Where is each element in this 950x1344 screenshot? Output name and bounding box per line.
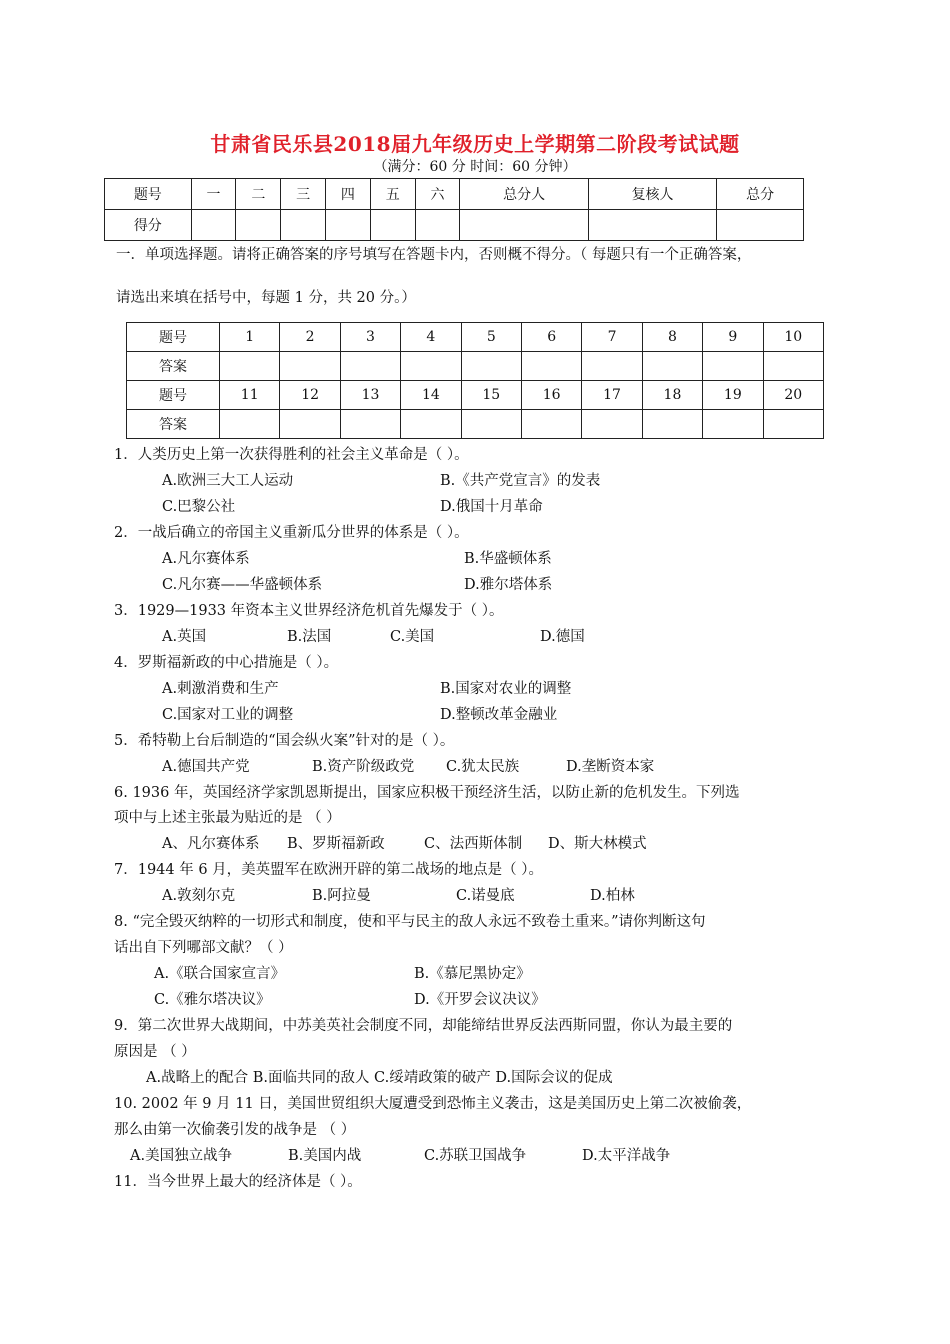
answer-cell bbox=[703, 410, 763, 439]
question-number-cell: 7 bbox=[582, 323, 642, 352]
answer-option: A.英国 bbox=[162, 629, 207, 645]
score-cell bbox=[415, 210, 460, 241]
answer-option: A.欧洲三大工人运动 bbox=[162, 473, 294, 489]
answer-option: C.凡尔赛——华盛顿体系 bbox=[162, 577, 323, 593]
page-title: 甘肃省民乐县2018届九年级历史上学期第二阶段考试试题 bbox=[210, 132, 740, 156]
answer-cell bbox=[220, 410, 280, 439]
answer-table bbox=[126, 322, 824, 439]
score-cell bbox=[717, 210, 804, 241]
question-stem: 那么由第一次偷袭引发的战争是 （ ） bbox=[114, 1122, 356, 1138]
question-stem: 9．第二次世界大战期间，中苏美英社会制度不同，却能缔结世界反法西斯同盟，你认为最主要的 bbox=[114, 1018, 733, 1034]
answer-option: B.法国 bbox=[287, 629, 332, 645]
answer-option: A.凡尔赛体系 bbox=[162, 551, 250, 567]
answer-option: D.《开罗会议决议》 bbox=[414, 992, 546, 1008]
answer-option: A.《联合国家宣言》 bbox=[154, 966, 286, 982]
answer-option: B.《共产党宣言》的发表 bbox=[440, 473, 601, 489]
question-stem: 原因是 （ ） bbox=[114, 1044, 196, 1060]
question-number-cell: 1 bbox=[220, 323, 280, 352]
answer-cell bbox=[280, 410, 340, 439]
answer-option: D.雅尔塔体系 bbox=[464, 577, 553, 593]
answer-option: B.华盛顿体系 bbox=[464, 551, 552, 567]
question-number-cell: 16 bbox=[521, 381, 581, 410]
question-stem: 7．1944 年 6 月，美英盟军在欧洲开辟的第二战场的地点是（ ）。 bbox=[114, 862, 544, 878]
answer-cell bbox=[461, 352, 521, 381]
answer-option: C.《雅尔塔决议》 bbox=[154, 992, 271, 1008]
answer-option: A.美国独立战争 bbox=[130, 1148, 233, 1164]
answer-option: B.《慕尼黑协定》 bbox=[414, 966, 531, 982]
section-instruction: 一．单项选择题。请将正确答案的序号填写在答题卡内，否则概不得分。（ 每题只有一个正确答案， bbox=[116, 247, 752, 263]
question-number-cell: 9 bbox=[703, 323, 763, 352]
question-stem: 2．一战后确立的帝国主义重新瓜分世界的体系是（ ）。 bbox=[114, 525, 469, 541]
answer-option: B.国家对农业的调整 bbox=[440, 681, 572, 697]
exam-info: （满分：60 分 时间：60 分钟） bbox=[373, 159, 577, 175]
score-cell bbox=[326, 210, 371, 241]
answer-cell bbox=[401, 410, 461, 439]
answer-option: A.刺激消费和生产 bbox=[162, 681, 279, 697]
answer-row-label: 题号 bbox=[127, 323, 220, 352]
question-number-cell: 18 bbox=[642, 381, 702, 410]
answer-cell bbox=[340, 410, 400, 439]
answer-blank-row bbox=[127, 410, 824, 439]
answer-blank-row bbox=[127, 352, 824, 381]
question-stem: 5．希特勒上台后制造的“国会纵火案”针对的是（ ）。 bbox=[114, 733, 455, 749]
score-cell bbox=[588, 210, 716, 241]
score-header-cell: 题号 bbox=[105, 179, 192, 210]
question-stem: 6. 1936 年，英国经济学家凯恩斯提出，国家应积极干预经济生活，以防止新的危机发生。下列选 bbox=[114, 785, 740, 801]
section-instruction: 请选出来填在括号中，每题 1 分，共 20 分。） bbox=[116, 290, 416, 306]
question-number-cell: 20 bbox=[763, 381, 823, 410]
answer-number-row bbox=[127, 381, 824, 410]
score-header-cell: 四 bbox=[326, 179, 371, 210]
question-number-cell: 12 bbox=[280, 381, 340, 410]
answer-option: C.国家对工业的调整 bbox=[162, 707, 294, 723]
answer-cell bbox=[401, 352, 461, 381]
question-stem: 8. “完全毁灭纳粹的一切形式和制度，使和平与民主的敌人永远不致卷土重来。”请你判断这句 bbox=[114, 914, 706, 930]
answer-option: A.德国共产党 bbox=[162, 759, 250, 775]
question-number-cell: 11 bbox=[220, 381, 280, 410]
answer-option: C.巴黎公社 bbox=[162, 499, 236, 515]
answer-row-label: 答案 bbox=[127, 352, 220, 381]
answer-cell bbox=[461, 410, 521, 439]
answer-cell bbox=[220, 352, 280, 381]
answer-option: B、罗斯福新政 bbox=[287, 836, 385, 852]
answer-cell bbox=[642, 410, 702, 439]
answer-row-label: 答案 bbox=[127, 410, 220, 439]
answer-cell bbox=[703, 352, 763, 381]
question-number-cell: 6 bbox=[521, 323, 581, 352]
score-row-label: 得分 bbox=[105, 210, 192, 241]
answer-cell bbox=[582, 352, 642, 381]
answer-cell bbox=[280, 352, 340, 381]
answer-option: D.俄国十月革命 bbox=[440, 499, 543, 515]
answer-cell bbox=[642, 352, 702, 381]
answer-option: D.太平洋战争 bbox=[582, 1148, 671, 1164]
question-stem: 3．1929—1933 年资本主义世界经济危机首先爆发于（ ）。 bbox=[114, 603, 504, 619]
score-header-cell: 三 bbox=[281, 179, 326, 210]
answer-cell bbox=[763, 352, 823, 381]
question-number-cell: 14 bbox=[401, 381, 461, 410]
question-stem: 1．人类历史上第一次获得胜利的社会主义革命是（ ）。 bbox=[114, 447, 469, 463]
answer-option: D.垄断资本家 bbox=[566, 759, 655, 775]
question-stem: 11．当今世界上最大的经济体是（ ）。 bbox=[114, 1174, 362, 1190]
answer-cell bbox=[763, 410, 823, 439]
answer-cell bbox=[340, 352, 400, 381]
answer-option: B.美国内战 bbox=[288, 1148, 362, 1164]
answer-option: A、凡尔赛体系 bbox=[162, 836, 260, 852]
score-header-cell: 五 bbox=[370, 179, 415, 210]
answer-number-row bbox=[127, 323, 824, 352]
answer-option: A.敦刻尔克 bbox=[162, 888, 236, 904]
answer-option: B.阿拉曼 bbox=[312, 888, 371, 904]
score-header-cell: 总分 bbox=[717, 179, 804, 210]
score-cell bbox=[460, 210, 588, 241]
score-header-cell: 六 bbox=[415, 179, 460, 210]
question-number-cell: 19 bbox=[703, 381, 763, 410]
score-cell bbox=[236, 210, 281, 241]
question-number-cell: 5 bbox=[461, 323, 521, 352]
answer-option: C.诺曼底 bbox=[456, 888, 515, 904]
answer-cell bbox=[521, 352, 581, 381]
score-header-cell: 复核人 bbox=[588, 179, 716, 210]
question-number-cell: 8 bbox=[642, 323, 702, 352]
score-table-header-row bbox=[105, 179, 804, 210]
question-number-cell: 2 bbox=[280, 323, 340, 352]
question-number-cell: 13 bbox=[340, 381, 400, 410]
question-number-cell: 15 bbox=[461, 381, 521, 410]
answer-option: C.犹太民族 bbox=[446, 759, 520, 775]
score-header-cell: 二 bbox=[236, 179, 281, 210]
answer-option: B.资产阶级政党 bbox=[312, 759, 415, 775]
score-table bbox=[104, 178, 804, 241]
answer-option: C.美国 bbox=[390, 629, 435, 645]
answer-option: A.战略上的配合 B.面临共同的敌人 C.绥靖政策的破产 D.国际会议的促成 bbox=[146, 1070, 613, 1086]
answer-option: D.柏林 bbox=[590, 888, 635, 904]
question-number-cell: 3 bbox=[340, 323, 400, 352]
question-number-cell: 17 bbox=[582, 381, 642, 410]
score-header-cell: 总分人 bbox=[460, 179, 588, 210]
answer-cell bbox=[521, 410, 581, 439]
answer-option: C.苏联卫国战争 bbox=[424, 1148, 527, 1164]
question-stem: 项中与上述主张最为贴近的是 （ ） bbox=[114, 810, 341, 826]
question-number-cell: 4 bbox=[401, 323, 461, 352]
question-stem: 10. 2002 年 9 月 11 日，美国世贸组织大厦遭受到恐怖主义袭击，这是美国历史上第二次被偷袭， bbox=[114, 1096, 752, 1112]
score-table-score-row bbox=[105, 210, 804, 241]
score-cell bbox=[281, 210, 326, 241]
score-cell bbox=[191, 210, 236, 241]
answer-cell bbox=[582, 410, 642, 439]
question-stem: 4．罗斯福新政的中心措施是（ ）。 bbox=[114, 655, 339, 671]
question-stem: 话出自下列哪部文献？（ ） bbox=[114, 940, 293, 956]
answer-option: D.整顿改革金融业 bbox=[440, 707, 558, 723]
answer-option: D.德国 bbox=[540, 629, 585, 645]
answer-option: C、法西斯体制 bbox=[424, 836, 523, 852]
answer-option: D、斯大林模式 bbox=[548, 836, 647, 852]
score-header-cell: 一 bbox=[191, 179, 236, 210]
answer-row-label: 题号 bbox=[127, 381, 220, 410]
question-number-cell: 10 bbox=[763, 323, 823, 352]
score-cell bbox=[370, 210, 415, 241]
